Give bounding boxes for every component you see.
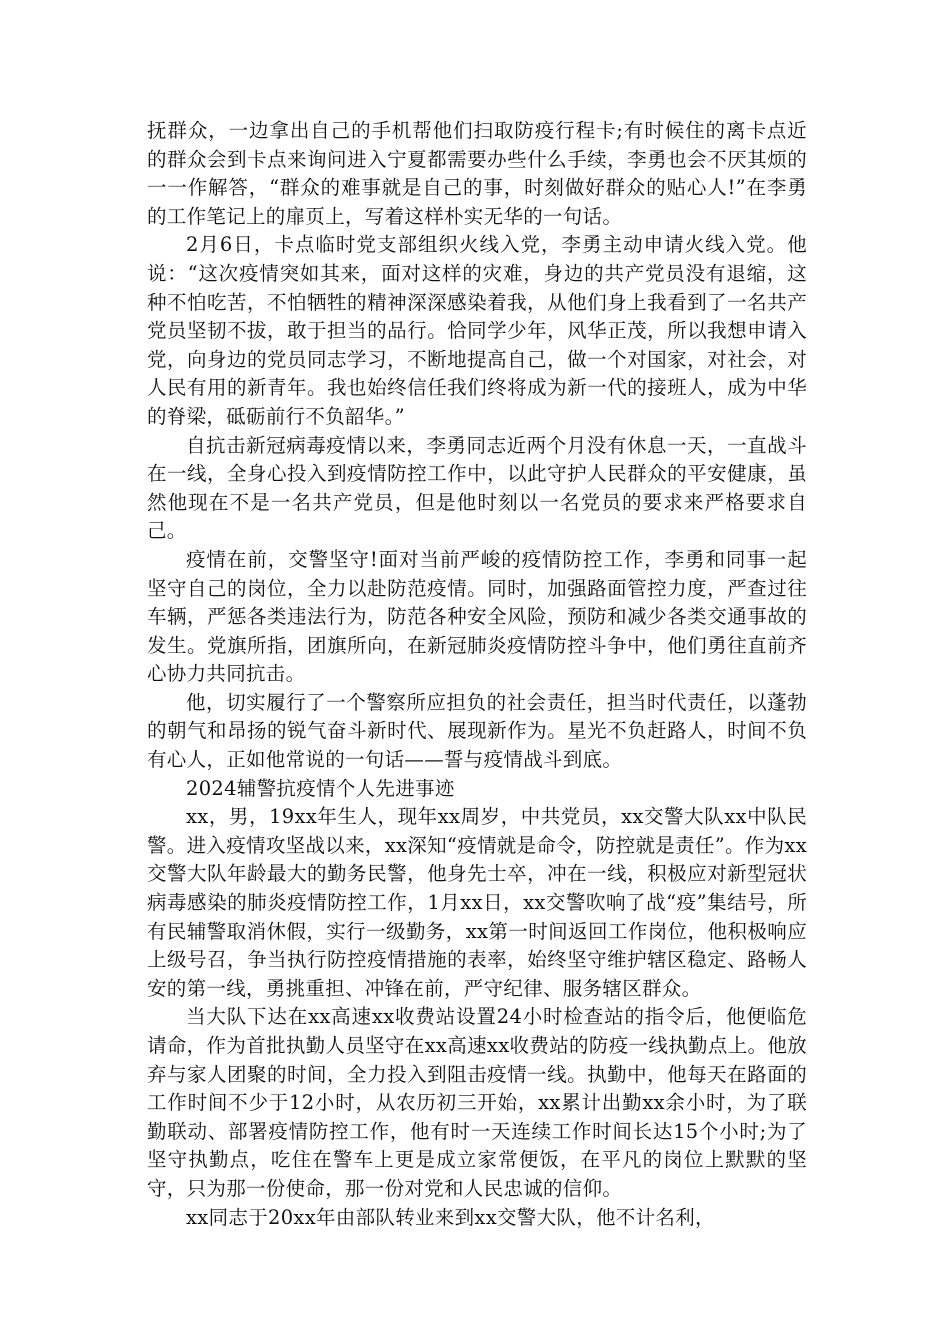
document-body [147, 117, 807, 1232]
paragraph-continuation: 抚群众，一边拿出自己的手机帮他们扫取防疫行程卡;有时候住的离卡点近的群众会到卡点来询问进入宁夏都需要办些什么手续，李勇也会不厌其烦的一一作解答，“群众的难事就是自己的事，时刻做好群众的贴心人!”在李勇的工作笔记上的扉页上，写着这样朴实无华的一句话。 [147, 119, 807, 228]
paragraph-traffic-police-duty: 疫情在前，交警坚守!面对当前严峻的疫情防控工作，李勇和同事一起坚守自己的岗位，全力以赴防范疫情。同时，加强路面管控力度，严查过往车辆，严惩各类违法行为，防范各种安全风险，预防和减少各类交通事故的发生。党旗所指，团旗所向，在新冠肺炎疫情防控斗争中，他们勇往直前齐心协力共同抗击。 [147, 547, 807, 686]
paragraph-officer-profile: xx，男，19xx年生人，现年xx周岁，中共党员，xx交警大队xx中队民警。进入疫情攻坚战以来，xx深知“疫情就是命令，防控就是责任”。作为xx交警大队年龄最大的勤务民警，他身先士卒，冲在一线，积极应对新型冠状病毒感染的肺炎疫情防控工作，1月xx日，xx交警吹响了战“疫”集结号，所有民辅警取消休假，实行一级勤务，xx第一时间返回工作岗位，他积极响应上级号召，争当执行防控疫情措施的表率，始终坚守维护辖区稳定、路畅人安的第一线，勇挑重担、冲锋在前，严守纪律、服务辖区群众。 [147, 805, 807, 1000]
paragraph-responsibility: 他，切实履行了一个警察所应担负的社会责任，担当时代责任，以蓬勃的朝气和昂扬的锐气奋斗新时代、展现新作为。星光不负赶路人，时间不负有心人，正如他常说的一句话——誓与疫情战斗到底。 [147, 690, 807, 772]
paragraph-frontline-service: 自抗击新冠病毒疫情以来，李勇同志近两个月没有休息一天，一直战斗在一线，全身心投入到疫情防控工作中，以此守护人民群众的平安健康，虽然他现在不是一名共产党员，但是他时刻以一名党员的要求来严格要求自己。 [147, 433, 807, 543]
paragraph-career-start: xx同志于20xx年由部队转业来到xx交警大队，他不计名利， [186, 1205, 715, 1229]
paragraph-checkpoint-duty: 当大队下达在xx高速xx收费站设置24小时检查站的指令后，他便临危请命，作为首批执勤人员坚守在xx高速xx收费站的防疫一线执勤点上。他放弃与家人团聚的时间，全力投入到阻击疫情一线。执勤中，他每天在路面的工作时间不少于12小时，从农历初三开始，xx累计出勤xx余小时，为了联勤联动、部署疫情防控工作，他有时一天连续工作时间长达15个小时;为了坚守执勤点，吃住在警车上更是成立家常便饭，在平凡的岗位上默默的坚守，只为那一份使命，那一份对党和人民忠诚的信仰。 [147, 1005, 807, 1200]
section-heading: 2024辅警抗疫情个人先进事迹 [186, 776, 455, 800]
paragraph-party-application: 2月6日，卡点临时党支部组织火线入党，李勇主动申请火线入党。他说：“这次疫情突如其来，面对这样的灾难，身边的共产党员没有退缩，这种不怕吃苦，不怕牺牲的精神深深感染着我，从他们身上我看到了一名共产党员坚韧不拔，敢于担当的品行。恰同学少年，风华正茂，所以我想申请入党，向身边的党员同志学习，不断地提高自己，做一个对国家，对社会，对人民有用的新青年。我也始终信任我们终将成为新一代的接班人，成为中华的脊梁，砥砺前行不负韶华。” [147, 233, 807, 428]
